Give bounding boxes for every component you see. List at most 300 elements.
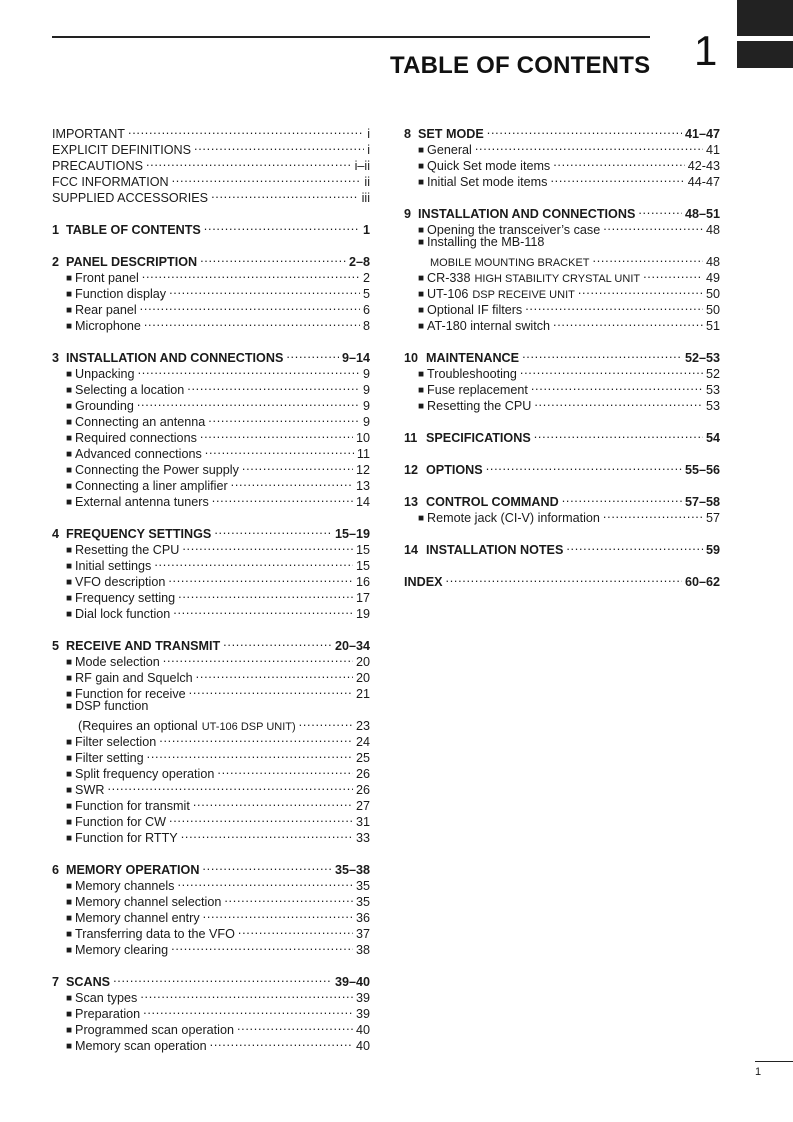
bullet-square-icon: ■ bbox=[66, 305, 73, 316]
entry-title: Initial Set mode items bbox=[427, 175, 548, 189]
page-reference: 5 bbox=[362, 287, 370, 301]
dot-leader bbox=[638, 202, 682, 218]
bullet-square-icon: ■ bbox=[66, 289, 73, 300]
bullet-square-icon: ■ bbox=[418, 401, 425, 412]
page-reference: 53 bbox=[705, 399, 720, 413]
dot-leader bbox=[142, 266, 360, 282]
entry-title: Dial lock function bbox=[75, 607, 171, 621]
footer-rule bbox=[755, 1061, 793, 1062]
bullet-square-icon: ■ bbox=[66, 801, 73, 812]
page-reference: 12 bbox=[355, 463, 370, 477]
dot-leader bbox=[137, 394, 360, 410]
toc-section-entry[interactable] bbox=[52, 250, 370, 269]
entry-title: Rear panel bbox=[75, 303, 137, 317]
dot-leader bbox=[196, 666, 353, 682]
toc-section-entry[interactable] bbox=[52, 858, 370, 877]
toc-section-entry[interactable] bbox=[404, 538, 720, 557]
page-reference: 39 bbox=[355, 991, 370, 1005]
entry-title: INSTALLATION NOTES bbox=[426, 543, 564, 557]
entry-title: CONTROL COMMAND bbox=[426, 495, 559, 509]
bullet-square-icon: ■ bbox=[66, 433, 73, 444]
entry-title: Installing the MB-118 bbox=[427, 235, 545, 249]
entry-subtitle: DSP RECEIVE UNIT bbox=[472, 289, 575, 301]
dot-leader bbox=[182, 538, 353, 554]
dot-leader bbox=[140, 298, 360, 314]
entry-title: RECEIVE AND TRANSMIT bbox=[66, 639, 221, 653]
dot-leader bbox=[169, 810, 353, 826]
entry-title: SWR bbox=[75, 783, 105, 797]
page-reference: 60–62 bbox=[684, 575, 720, 589]
page-reference: 9 bbox=[362, 415, 370, 429]
page-reference: 15 bbox=[355, 543, 370, 557]
dot-leader bbox=[173, 602, 353, 618]
page-reference: 13 bbox=[355, 479, 370, 493]
section-number: 12 bbox=[404, 463, 419, 477]
bullet-square-icon: ■ bbox=[66, 593, 73, 604]
bullet-square-icon: ■ bbox=[66, 369, 73, 380]
bullet-square-icon: ■ bbox=[66, 417, 73, 428]
dot-leader bbox=[154, 554, 353, 570]
page-reference: 17 bbox=[355, 591, 370, 605]
page-reference: 40 bbox=[355, 1023, 370, 1037]
entry-title: Initial settings bbox=[75, 559, 152, 573]
bullet-square-icon: ■ bbox=[418, 385, 425, 396]
entry-title: MAINTENANCE bbox=[426, 351, 520, 365]
dot-leader bbox=[224, 890, 353, 906]
dot-leader bbox=[223, 634, 332, 650]
entry-title: Function for transmit bbox=[75, 799, 190, 813]
dot-leader bbox=[169, 282, 360, 298]
dot-leader bbox=[107, 778, 353, 794]
dot-leader bbox=[643, 266, 703, 282]
bullet-square-icon: ■ bbox=[418, 161, 425, 172]
page-reference: 51 bbox=[705, 319, 720, 333]
section-number: 10 bbox=[404, 351, 419, 365]
entry-title: SET MODE bbox=[418, 127, 484, 141]
bullet-square-icon: ■ bbox=[66, 657, 73, 668]
page-reference: 37 bbox=[355, 927, 370, 941]
dot-leader bbox=[550, 170, 684, 186]
dot-leader bbox=[211, 186, 359, 202]
page-reference: 48 bbox=[705, 255, 720, 269]
bullet-square-icon: ■ bbox=[66, 449, 73, 460]
page-reference: 11 bbox=[356, 447, 370, 461]
dot-leader bbox=[446, 570, 682, 586]
bullet-square-icon: ■ bbox=[66, 833, 73, 844]
entry-title: CR-338 bbox=[427, 271, 471, 285]
dot-leader bbox=[603, 506, 703, 522]
page-reference: 27 bbox=[355, 799, 370, 813]
entry-title: Front panel bbox=[75, 271, 139, 285]
entry-title: Scan types bbox=[75, 991, 138, 1005]
page-reference: 25 bbox=[355, 751, 370, 765]
chapter-number: 1 bbox=[694, 27, 718, 74]
dot-leader bbox=[553, 314, 703, 330]
bullet-square-icon: ■ bbox=[66, 401, 73, 412]
page-reference: 9 bbox=[362, 399, 370, 413]
entry-title: INSTALLATION AND CONNECTIONS bbox=[66, 351, 284, 365]
toc-entry[interactable] bbox=[404, 250, 720, 269]
bullet-square-icon: ■ bbox=[66, 769, 73, 780]
dot-leader bbox=[159, 730, 353, 746]
entry-title: OPTIONS bbox=[426, 463, 483, 477]
dot-leader bbox=[566, 538, 703, 554]
page-reference: 20 bbox=[355, 655, 370, 669]
page-reference: 57–58 bbox=[684, 495, 720, 509]
entry-title: Transferring data to the VFO bbox=[75, 927, 235, 941]
entry-subtitle: HIGH STABILITY CRYSTAL UNIT bbox=[474, 273, 641, 285]
toc-section-entry[interactable] bbox=[52, 218, 370, 237]
bullet-square-icon: ■ bbox=[66, 673, 73, 684]
page-reference: 35 bbox=[355, 895, 370, 909]
entry-title: SUPPLIED ACCESSORIES bbox=[52, 191, 209, 205]
page-reference: 15–19 bbox=[334, 527, 370, 541]
page-reference: 55–56 bbox=[684, 463, 720, 477]
dot-leader bbox=[193, 794, 353, 810]
page-reference: 40 bbox=[355, 1039, 370, 1053]
bullet-square-icon: ■ bbox=[66, 929, 73, 940]
page-reference: 31 bbox=[355, 815, 370, 829]
entry-title: INSTALLATION AND CONNECTIONS bbox=[418, 207, 636, 221]
entry-title: Unpacking bbox=[75, 367, 135, 381]
bullet-square-icon: ■ bbox=[66, 561, 73, 572]
toc-left-column bbox=[52, 122, 370, 1053]
dot-leader bbox=[208, 410, 360, 426]
page-reference: 42-43 bbox=[687, 159, 720, 173]
toc-section-entry[interactable] bbox=[52, 970, 370, 989]
entry-title: Microphone bbox=[75, 319, 141, 333]
bullet-square-icon: ■ bbox=[66, 993, 73, 1004]
dot-leader bbox=[172, 170, 362, 186]
toc-section-entry[interactable] bbox=[404, 426, 720, 445]
entry-title: Resetting the CPU bbox=[427, 399, 532, 413]
page-number: 1 bbox=[755, 1066, 762, 1078]
dot-leader bbox=[163, 650, 353, 666]
dot-leader bbox=[522, 346, 682, 362]
entry-title: RF gain and Squelch bbox=[75, 671, 193, 685]
section-number: 6 bbox=[52, 863, 60, 877]
section-number: 1 bbox=[52, 223, 60, 237]
entry-title: Memory channels bbox=[75, 879, 175, 893]
bullet-square-icon: ■ bbox=[418, 289, 425, 300]
page-reference: 9–14 bbox=[341, 351, 370, 365]
dot-leader bbox=[562, 490, 682, 506]
toc-entry[interactable] bbox=[52, 714, 370, 733]
entry-title: Remote jack (CI-V) information bbox=[427, 511, 600, 525]
bullet-square-icon: ■ bbox=[418, 513, 425, 524]
dot-leader bbox=[520, 362, 703, 378]
page-reference: 41–47 bbox=[684, 127, 720, 141]
dot-leader bbox=[187, 378, 360, 394]
page-reference: i bbox=[367, 143, 370, 157]
dot-leader bbox=[200, 250, 346, 266]
entry-subtitle: MOBILE MOUNTING BRACKET bbox=[430, 257, 590, 269]
toc-section-entry[interactable] bbox=[52, 634, 370, 653]
page-reference: 10 bbox=[355, 431, 370, 445]
bullet-square-icon: ■ bbox=[66, 609, 73, 620]
page-reference: i–ii bbox=[354, 159, 370, 173]
page-reference: iii bbox=[361, 191, 370, 205]
bullet-square-icon: ■ bbox=[66, 577, 73, 588]
entry-title: Programmed scan operation bbox=[75, 1023, 234, 1037]
header-rule bbox=[52, 36, 650, 38]
dot-leader bbox=[168, 570, 353, 586]
chapter-tab-block bbox=[737, 41, 793, 68]
bullet-square-icon: ■ bbox=[66, 881, 73, 892]
toc-section-entry[interactable] bbox=[404, 490, 720, 509]
page-reference: 9 bbox=[362, 383, 370, 397]
entry-title: SCANS bbox=[66, 975, 111, 989]
page-reference: 2–8 bbox=[348, 255, 370, 269]
page-reference: 52–53 bbox=[684, 351, 720, 365]
bullet-square-icon: ■ bbox=[66, 913, 73, 924]
dot-leader bbox=[178, 586, 353, 602]
page-reference: 23 bbox=[355, 719, 370, 733]
page-reference: 50 bbox=[705, 303, 720, 317]
entry-title: Memory channel selection bbox=[75, 895, 222, 909]
entry-title: MEMORY OPERATION bbox=[66, 863, 200, 877]
entry-title: Connecting an antenna bbox=[75, 415, 206, 429]
bullet-square-icon: ■ bbox=[66, 817, 73, 828]
entry-title: Grounding bbox=[75, 399, 134, 413]
dot-leader bbox=[534, 426, 703, 442]
entry-title: FREQUENCY SETTINGS bbox=[66, 527, 212, 541]
entry-title: Memory channel entry bbox=[75, 911, 200, 925]
dot-leader bbox=[486, 458, 682, 474]
page-reference: 48 bbox=[705, 223, 720, 237]
page-reference: 54 bbox=[705, 431, 720, 445]
section-number: 3 bbox=[52, 351, 60, 365]
toc-entry[interactable] bbox=[52, 698, 370, 714]
page-reference: 35–38 bbox=[334, 863, 370, 877]
page-reference: 33 bbox=[355, 831, 370, 845]
section-number: 7 bbox=[52, 975, 60, 989]
chapter-tab-block bbox=[737, 0, 793, 36]
page-reference: 26 bbox=[355, 767, 370, 781]
page-reference: 9 bbox=[362, 367, 370, 381]
entry-title: UT-106 bbox=[427, 287, 469, 301]
entry-title: Optional IF filters bbox=[427, 303, 523, 317]
bullet-square-icon: ■ bbox=[66, 385, 73, 396]
dot-leader bbox=[171, 938, 353, 954]
dot-leader bbox=[204, 218, 360, 234]
bullet-square-icon: ■ bbox=[418, 225, 425, 236]
page-reference: 8 bbox=[362, 319, 370, 333]
section-number: 4 bbox=[52, 527, 60, 541]
dot-leader bbox=[146, 154, 352, 170]
page-title: TABLE OF CONTENTS bbox=[390, 52, 651, 79]
page-reference: 35 bbox=[355, 879, 370, 893]
entry-title: Function for CW bbox=[75, 815, 167, 829]
toc-section-entry[interactable] bbox=[404, 122, 720, 141]
entry-title: SPECIFICATIONS bbox=[426, 431, 531, 445]
section-number: 9 bbox=[404, 207, 412, 221]
page-reference: ii bbox=[364, 175, 370, 189]
entry-title: Frequency setting bbox=[75, 591, 176, 605]
dot-leader bbox=[553, 154, 685, 170]
entry-title: Filter selection bbox=[75, 735, 157, 749]
page-reference: 20–34 bbox=[334, 639, 370, 653]
dot-leader bbox=[286, 346, 339, 362]
entry-title: Mode selection bbox=[75, 655, 160, 669]
bullet-square-icon: ■ bbox=[66, 321, 73, 332]
dot-leader bbox=[231, 474, 353, 490]
bullet-square-icon: ■ bbox=[418, 237, 425, 248]
section-number: 5 bbox=[52, 639, 60, 653]
bullet-square-icon: ■ bbox=[418, 369, 425, 380]
dot-leader bbox=[475, 138, 703, 154]
dot-leader bbox=[217, 762, 353, 778]
toc-section-entry[interactable] bbox=[404, 346, 720, 365]
bullet-square-icon: ■ bbox=[66, 273, 73, 284]
entry-title: Preparation bbox=[75, 1007, 141, 1021]
toc-section-entry[interactable] bbox=[404, 570, 720, 589]
entry-title: Quick Set mode items bbox=[427, 159, 551, 173]
dot-leader bbox=[212, 490, 353, 506]
toc-entry[interactable] bbox=[52, 122, 370, 141]
entry-title: Fuse replacement bbox=[427, 383, 528, 397]
dot-leader bbox=[200, 426, 353, 442]
page-reference: 6 bbox=[362, 303, 370, 317]
entry-title: General bbox=[427, 143, 472, 157]
page-reference: 50 bbox=[705, 287, 720, 301]
entry-title: Function for RTTY bbox=[75, 831, 178, 845]
page-reference: 21 bbox=[355, 687, 370, 701]
dot-leader bbox=[140, 986, 353, 1002]
page-reference: 16 bbox=[355, 575, 370, 589]
dot-leader bbox=[205, 442, 354, 458]
entry-title: Advanced connections bbox=[75, 447, 202, 461]
page-reference: 39 bbox=[355, 1007, 370, 1021]
page-reference: 41 bbox=[705, 143, 720, 157]
entry-title: VFO description bbox=[75, 575, 166, 589]
entry-title: Resetting the CPU bbox=[75, 543, 180, 557]
bullet-square-icon: ■ bbox=[66, 497, 73, 508]
bullet-square-icon: ■ bbox=[66, 897, 73, 908]
dot-leader bbox=[203, 906, 353, 922]
page-reference: i bbox=[367, 127, 370, 141]
page-reference: 2 bbox=[362, 271, 370, 285]
toc-section-entry[interactable] bbox=[52, 346, 370, 365]
page-reference: 1 bbox=[362, 223, 370, 237]
entry-title: Selecting a location bbox=[75, 383, 185, 397]
dot-leader bbox=[194, 138, 364, 154]
dot-leader bbox=[299, 714, 353, 730]
entry-title: (Requires an optional bbox=[78, 719, 198, 733]
entry-title: EXPLICIT DEFINITIONS bbox=[52, 143, 192, 157]
bullet-square-icon: ■ bbox=[66, 753, 73, 764]
bullet-square-icon: ■ bbox=[66, 465, 73, 476]
entry-title: Function for receive bbox=[75, 687, 186, 701]
dot-leader bbox=[210, 1034, 353, 1050]
entry-title: Memory clearing bbox=[75, 943, 169, 957]
toc-section-entry[interactable] bbox=[404, 458, 720, 477]
entry-subtitle: UT-106 DSP UNIT) bbox=[201, 721, 296, 733]
dot-leader bbox=[603, 218, 703, 234]
entry-title: Opening the transceiver’s case bbox=[427, 223, 601, 237]
section-number: 2 bbox=[52, 255, 60, 269]
toc-section-entry[interactable] bbox=[404, 202, 720, 221]
dot-leader bbox=[177, 874, 353, 890]
bullet-square-icon: ■ bbox=[418, 145, 425, 156]
entry-title: PRECAUTIONS bbox=[52, 159, 143, 173]
bullet-square-icon: ■ bbox=[66, 1025, 73, 1036]
dot-leader bbox=[531, 378, 703, 394]
dot-leader bbox=[593, 250, 703, 266]
dot-leader bbox=[214, 522, 332, 538]
dot-leader bbox=[237, 1018, 353, 1034]
entry-title: FCC INFORMATION bbox=[52, 175, 169, 189]
dot-leader bbox=[525, 298, 703, 314]
section-number: 8 bbox=[404, 127, 412, 141]
dot-leader bbox=[143, 1002, 353, 1018]
page-reference: 20 bbox=[355, 671, 370, 685]
entry-title: AT-180 internal switch bbox=[427, 319, 551, 333]
entry-title: Memory scan operation bbox=[75, 1039, 207, 1053]
dot-leader bbox=[144, 314, 360, 330]
entry-title: Split frequency operation bbox=[75, 767, 215, 781]
bullet-square-icon: ■ bbox=[66, 689, 73, 700]
entry-title: INDEX bbox=[404, 575, 443, 589]
page-reference: 59 bbox=[705, 543, 720, 557]
entry-title: Filter setting bbox=[75, 751, 144, 765]
bullet-square-icon: ■ bbox=[66, 1041, 73, 1052]
dot-leader bbox=[578, 282, 703, 298]
bullet-square-icon: ■ bbox=[66, 701, 73, 712]
page-reference: 38 bbox=[355, 943, 370, 957]
bullet-square-icon: ■ bbox=[418, 305, 425, 316]
page-reference: 57 bbox=[705, 511, 720, 525]
page-reference: 24 bbox=[355, 735, 370, 749]
entry-title: PANEL DESCRIPTION bbox=[66, 255, 198, 269]
entry-title: Required connections bbox=[75, 431, 197, 445]
page-reference: 49 bbox=[705, 271, 720, 285]
bullet-square-icon: ■ bbox=[66, 1009, 73, 1020]
page-reference: 48–51 bbox=[684, 207, 720, 221]
entry-title: DSP function bbox=[75, 699, 149, 713]
page-reference: 26 bbox=[355, 783, 370, 797]
dot-leader bbox=[147, 746, 353, 762]
dot-leader bbox=[487, 122, 682, 138]
section-number: 11 bbox=[404, 431, 418, 445]
dot-leader bbox=[534, 394, 703, 410]
entry-title: Connecting the Power supply bbox=[75, 463, 239, 477]
bullet-square-icon: ■ bbox=[66, 737, 73, 748]
page-reference: 52 bbox=[705, 367, 720, 381]
dot-leader bbox=[242, 458, 353, 474]
page-reference: 15 bbox=[355, 559, 370, 573]
toc-section-entry[interactable] bbox=[52, 522, 370, 541]
bullet-square-icon: ■ bbox=[66, 785, 73, 796]
page-reference: 44-47 bbox=[687, 175, 720, 189]
page-reference: 39–40 bbox=[334, 975, 370, 989]
page-reference: 14 bbox=[355, 495, 370, 509]
bullet-square-icon: ■ bbox=[418, 177, 425, 188]
entry-title: TABLE OF CONTENTS bbox=[66, 223, 201, 237]
entry-title: IMPORTANT bbox=[52, 127, 125, 141]
bullet-square-icon: ■ bbox=[66, 481, 73, 492]
dot-leader bbox=[128, 122, 364, 138]
bullet-square-icon: ■ bbox=[418, 321, 425, 332]
section-number: 14 bbox=[404, 543, 419, 557]
page-reference: 36 bbox=[355, 911, 370, 925]
bullet-square-icon: ■ bbox=[418, 273, 425, 284]
entry-title: External antenna tuners bbox=[75, 495, 209, 509]
bullet-square-icon: ■ bbox=[66, 545, 73, 556]
entry-title: Troubleshooting bbox=[427, 367, 517, 381]
page-reference: 53 bbox=[705, 383, 720, 397]
page-reference: 19 bbox=[355, 607, 370, 621]
